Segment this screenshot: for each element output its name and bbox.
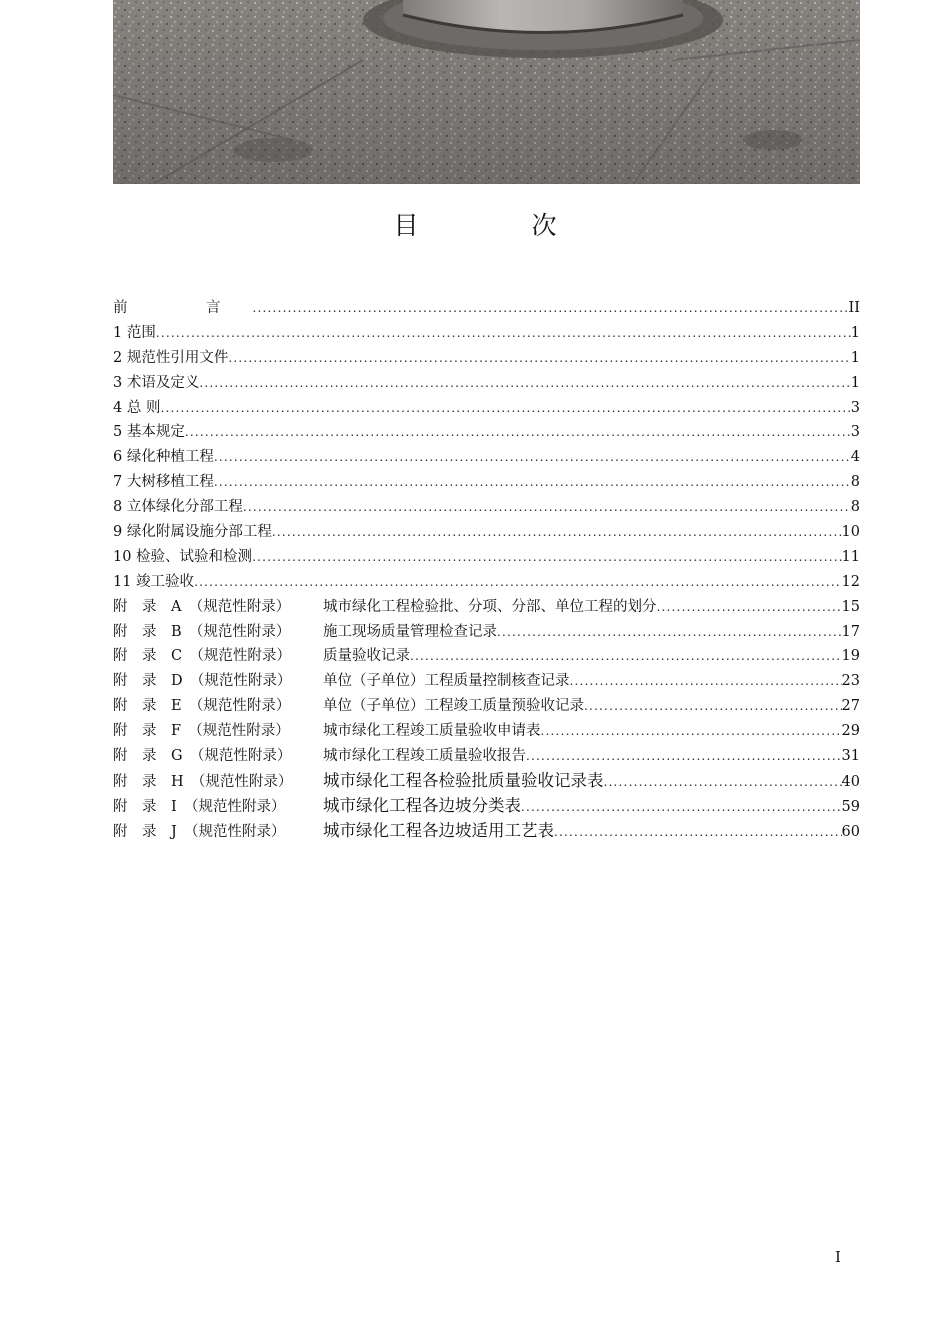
toc-entry-chapter-5[interactable]	[113, 420, 860, 445]
toc-entry-appendix-e[interactable]	[113, 694, 860, 719]
dot-leader	[228, 346, 850, 371]
toc-entry-label: 6 绿化种植工程	[113, 449, 214, 466]
toc-entry-label: 9 绿化附属设施分部工程	[113, 524, 272, 541]
toc-entry-page: 8	[850, 499, 860, 516]
toc-entry-label: 前 言	[113, 300, 253, 316]
appendix-title: 城市绿化工程各边坡适用工艺表	[323, 820, 554, 840]
dot-leader	[156, 321, 851, 346]
appendix-prefix: 附 录 G （规范性附录）	[113, 748, 292, 765]
toc-entry-page: 10	[841, 524, 860, 541]
toc-entry-chapter-8[interactable]	[113, 495, 860, 520]
page-number: I	[835, 1248, 841, 1266]
toc-entry-appendix-j[interactable]	[113, 819, 860, 844]
toc-entry-page: 3	[850, 399, 860, 416]
toc-entry-chapter-3[interactable]	[113, 371, 860, 396]
toc-entry-page: 1	[850, 324, 860, 341]
dot-leader	[194, 570, 841, 595]
dot-leader	[526, 744, 842, 769]
toc-entry-label: 4 总 则	[113, 399, 161, 416]
toc-entry-page: 1	[850, 374, 860, 391]
toc-entry-page: 12	[841, 573, 860, 590]
header-photo	[113, 0, 860, 184]
appendix-title: 单位（子单位）工程质量控制核查记录	[323, 673, 570, 690]
appendix-title: 城市绿化工程各边坡分类表	[323, 795, 521, 815]
dot-leader	[272, 520, 842, 545]
appendix-title: 质量验收记录	[323, 648, 410, 665]
toc-entry-label: 1 范围	[113, 324, 156, 341]
toc-entry-page: 4	[850, 449, 860, 466]
appendix-prefix: 附 录 I （规范性附录）	[113, 798, 286, 815]
appendix-prefix: 附 录 H （规范性附录）	[113, 773, 293, 790]
toc-entry-page: 11	[841, 548, 860, 565]
appendix-prefix: 附 录 J （规范性附录）	[113, 823, 286, 840]
dot-leader	[541, 719, 842, 744]
toc-entry-page: 59	[841, 798, 860, 815]
toc-entry-chapter-10[interactable]	[113, 545, 860, 570]
toc-entry-label: 3 术语及定义	[113, 374, 200, 391]
toc-entry-chapter-11[interactable]	[113, 570, 860, 595]
dot-leader	[160, 396, 850, 421]
dot-leader	[497, 620, 842, 645]
dot-leader	[252, 545, 841, 570]
dot-leader	[604, 770, 842, 794]
appendix-prefix: 附 录 A （规范性附录）	[113, 598, 291, 615]
toc-entry-appendix-f[interactable]	[113, 719, 860, 744]
toc-entry-label: 11 竣工验收	[113, 573, 195, 590]
toc-entry-chapter-1[interactable]	[113, 321, 860, 346]
toc-entry-label: 10 检验、试验和检测	[113, 548, 253, 565]
dot-leader	[521, 795, 842, 819]
appendix-prefix: 附 录 D （规范性附录）	[113, 673, 292, 690]
toc-entry-chapter-4[interactable]	[113, 396, 860, 421]
toc-entry-label: 5 基本规定	[113, 424, 185, 441]
dot-leader	[584, 694, 842, 719]
toc-entry-chapter-9[interactable]	[113, 520, 860, 545]
appendix-title: 城市绿化工程检验批、分项、分部、单位工程的划分	[323, 598, 657, 615]
dot-leader	[554, 820, 842, 844]
dot-leader	[185, 420, 851, 445]
toc-entry-chapter-2[interactable]	[113, 346, 860, 371]
toc-entry-chapter-6[interactable]	[113, 445, 860, 470]
appendix-title: 城市绿化工程竣工质量验收报告	[323, 748, 526, 765]
toc-entry-page: 23	[841, 673, 860, 690]
toc-entry-label: 7 大树移植工程	[113, 474, 214, 491]
appendix-prefix: 附 录 E （规范性附录）	[113, 698, 291, 715]
toc-entry-preface[interactable]	[113, 296, 860, 321]
toc-entry-page: 29	[841, 723, 860, 740]
dot-leader	[253, 296, 849, 321]
toc-entry-page: 27	[841, 698, 860, 715]
toc-entry-appendix-c[interactable]	[113, 644, 860, 669]
toc-entry-page: 15	[841, 598, 860, 615]
table-of-contents	[113, 296, 860, 844]
toc-entry-page: 40	[841, 773, 860, 790]
toc-entry-chapter-7[interactable]	[113, 470, 860, 495]
appendix-prefix: 附 录 B （规范性附录）	[113, 623, 291, 640]
dot-leader	[657, 595, 842, 620]
toc-entry-appendix-i[interactable]	[113, 794, 860, 819]
dot-leader	[410, 644, 842, 669]
toc-entry-page: 3	[850, 424, 860, 441]
toc-entry-page: II	[848, 300, 860, 316]
appendix-title: 施工现场质量管理检查记录	[323, 623, 497, 640]
dot-leader	[214, 470, 851, 495]
toc-entry-appendix-d[interactable]	[113, 669, 860, 694]
toc-entry-appendix-a[interactable]	[113, 595, 860, 620]
dot-leader	[570, 669, 842, 694]
appendix-title: 单位（子单位）工程竣工质量预验收记录	[323, 698, 584, 715]
toc-entry-page: 31	[841, 748, 860, 765]
toc-entry-page: 17	[841, 623, 860, 640]
dot-leader	[214, 445, 851, 470]
appendix-title: 城市绿化工程竣工质量验收申请表	[323, 723, 541, 740]
toc-entry-label: 2 规范性引用文件	[113, 349, 229, 366]
dot-leader	[199, 371, 850, 396]
toc-title: 目 次	[393, 211, 601, 240]
appendix-title: 城市绿化工程各检验批质量验收记录表	[323, 770, 604, 790]
toc-entry-page: 60	[841, 823, 860, 840]
toc-entry-appendix-g[interactable]	[113, 744, 860, 769]
appendix-prefix: 附 录 C （规范性附录）	[113, 648, 291, 665]
toc-entry-label: 8 立体绿化分部工程	[113, 499, 243, 516]
toc-entry-page: 8	[850, 474, 860, 491]
toc-entry-appendix-h[interactable]	[113, 769, 860, 794]
toc-entry-page: 1	[850, 349, 860, 366]
appendix-prefix: 附 录 F （规范性附录）	[113, 723, 290, 740]
dot-leader	[243, 495, 851, 520]
toc-entry-appendix-b[interactable]	[113, 620, 860, 645]
toc-entry-page: 19	[841, 648, 860, 665]
